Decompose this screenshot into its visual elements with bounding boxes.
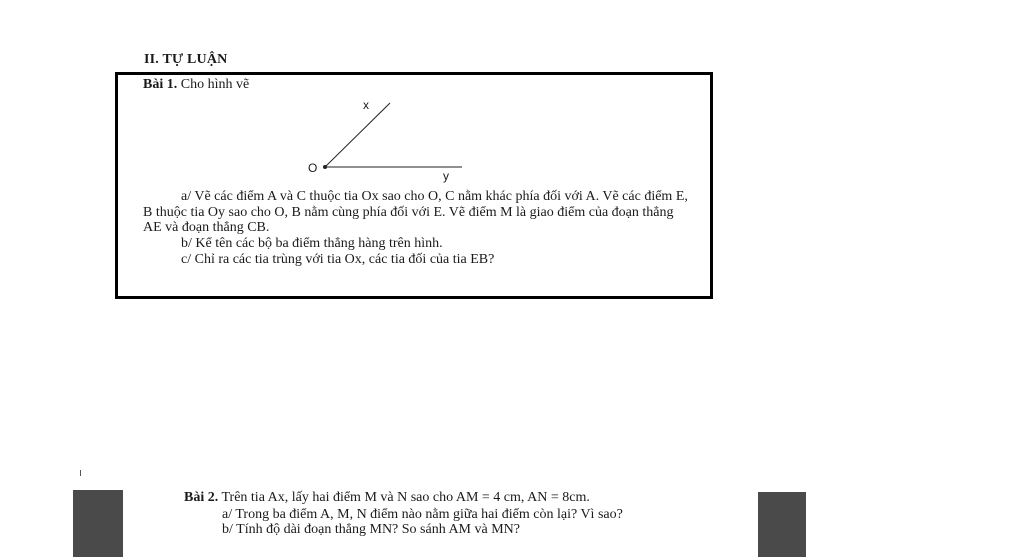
bai1-intro: Cho hình vẽ [180, 77, 250, 92]
section-heading: II. TỰ LUẬN [144, 52, 228, 67]
bai1-a-line3: AE và đoạn thẳng CB. [143, 220, 270, 235]
bai1-a-line2: B thuộc tia Oy sao cho O, B nằm cùng phía đối với E. Vẽ điểm M là giao điểm của đoạn thẳng [143, 205, 674, 220]
bai2-label: Bài 2. [184, 490, 219, 505]
angle-figure [300, 95, 480, 190]
bai2-a: a/ Trong ba điểm A, M, N điểm nào nằm giữa hai điểm còn lại? Vì sao? [222, 507, 623, 522]
bai2-b: b/ Tính độ dài đoạn thẳng MN? So sánh AM và MN? [222, 522, 520, 537]
label-o: O [308, 161, 318, 175]
bai2-intro-line [184, 490, 590, 506]
scan-artifact-right [758, 492, 806, 557]
bai1-b: b/ Kể tên các bộ ba điểm thẳng hàng trên hình. [181, 236, 443, 251]
bai1-c: c/ Chỉ ra các tia trùng với tia Ox, các tia đối của tia EB? [181, 252, 495, 267]
bai1-label: Bài 1. [143, 77, 178, 92]
scan-speck [80, 470, 81, 476]
label-x: x [363, 98, 369, 112]
label-y: y [443, 169, 449, 183]
ray-ox [325, 103, 390, 167]
scan-artifact-left [73, 490, 123, 557]
bai2-intro: Trên tia Ax, lấy hai điểm M và N sao cho AM = 4 cm, AN = 8cm. [221, 490, 590, 505]
bai1-title [143, 77, 249, 93]
bai1-a-line1: a/ Vẽ các điểm A và C thuộc tia Ox sao cho O, C nằm khác phía đối với A. Vẽ các điểm E, [181, 189, 688, 204]
point-o [323, 165, 327, 169]
